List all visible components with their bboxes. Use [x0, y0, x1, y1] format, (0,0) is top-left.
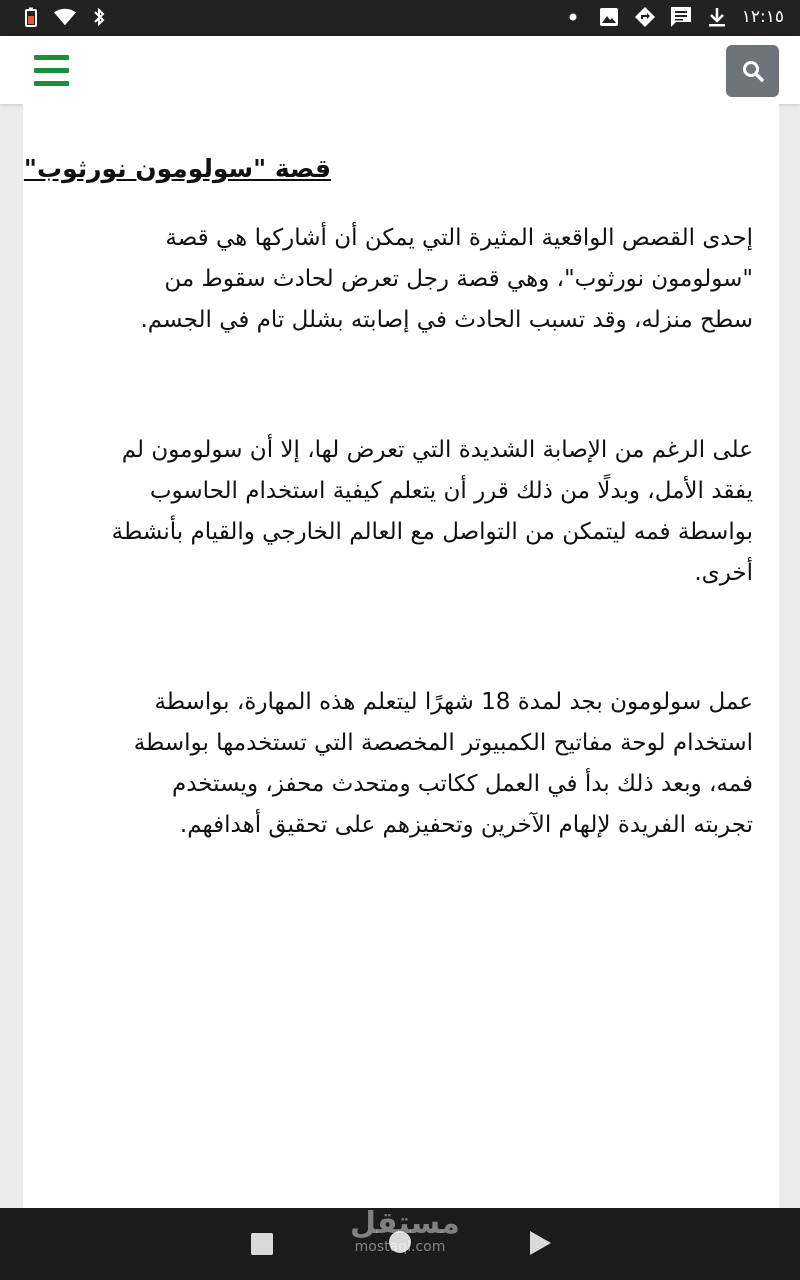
search-icon [742, 60, 764, 82]
watermark-domain: mostaql.com [354, 1239, 446, 1255]
paragraph-line: "سولومون نورثوب"، وهي قصة رجل تعرض لحادث سقوط من [164, 266, 753, 292]
wifi-icon [54, 6, 76, 28]
watermark-logo: مستقل [350, 1206, 460, 1241]
paragraph-line: استخدام لوحة مفاتيح الكمبيوتر المخصصة التي تستخدمها بواسطة [133, 730, 753, 756]
paragraph-line: أخرى. [694, 560, 753, 586]
dot-icon [562, 6, 584, 28]
paragraph-line: عمل سولومون بجد لمدة 18 شهرًا ليتعلم هذه المهارة، بواسطة [154, 689, 753, 715]
paragraph [45, 682, 753, 846]
paragraph-line: تجربته الفريدة لإلهام الآخرين وتحفيزهم على تحقيق أهدافهم. [179, 812, 753, 838]
status-right-icons [562, 6, 784, 28]
clock-time: ١٢:١٥ [741, 7, 784, 27]
paragraph-line: سطح منزله، وقد تسبب الحادث في إصابته بشلل تام في الجسم. [140, 307, 753, 333]
download-icon [706, 6, 728, 28]
location-icon [634, 6, 656, 28]
paragraph [45, 430, 753, 594]
paragraph-line: على الرغم من الإصابة الشديدة التي تعرض لها، إلا أن سولومون لم [121, 437, 753, 463]
search-button[interactable] [726, 45, 779, 97]
message-icon [670, 6, 692, 28]
article-title: قصة "سولومون نورثوب" [23, 154, 331, 183]
paragraph-line: يفقد الأمل، وبدلًا من ذلك قرر أن يتعلم كيفية استخدام الحاسوب [149, 478, 753, 504]
paragraph [45, 218, 753, 341]
app-header [0, 36, 800, 104]
status-left-icons [20, 6, 110, 28]
content-card [23, 104, 779, 1208]
image-icon [598, 6, 620, 28]
bluetooth-icon [88, 6, 110, 28]
status-bar [0, 0, 800, 36]
paragraph-line: بواسطة فمه ليتمكن من التواصل مع العالم الخارجي والقيام بأنشطة [111, 519, 753, 545]
hamburger-menu-icon[interactable] [34, 53, 70, 87]
paragraph-line: إحدى القصص الواقعية المثيرة التي يمكن أن أشاركها هي قصة [165, 225, 753, 251]
paragraph-line: فمه، وبعد ذلك بدأ في العمل ككاتب ومتحدث محفز، ويستخدم [171, 771, 753, 797]
recents-square-icon[interactable] [250, 1232, 274, 1260]
back-triangle-icon[interactable] [528, 1230, 552, 1260]
battery-alert-icon [20, 6, 42, 28]
watermark [350, 1206, 460, 1256]
